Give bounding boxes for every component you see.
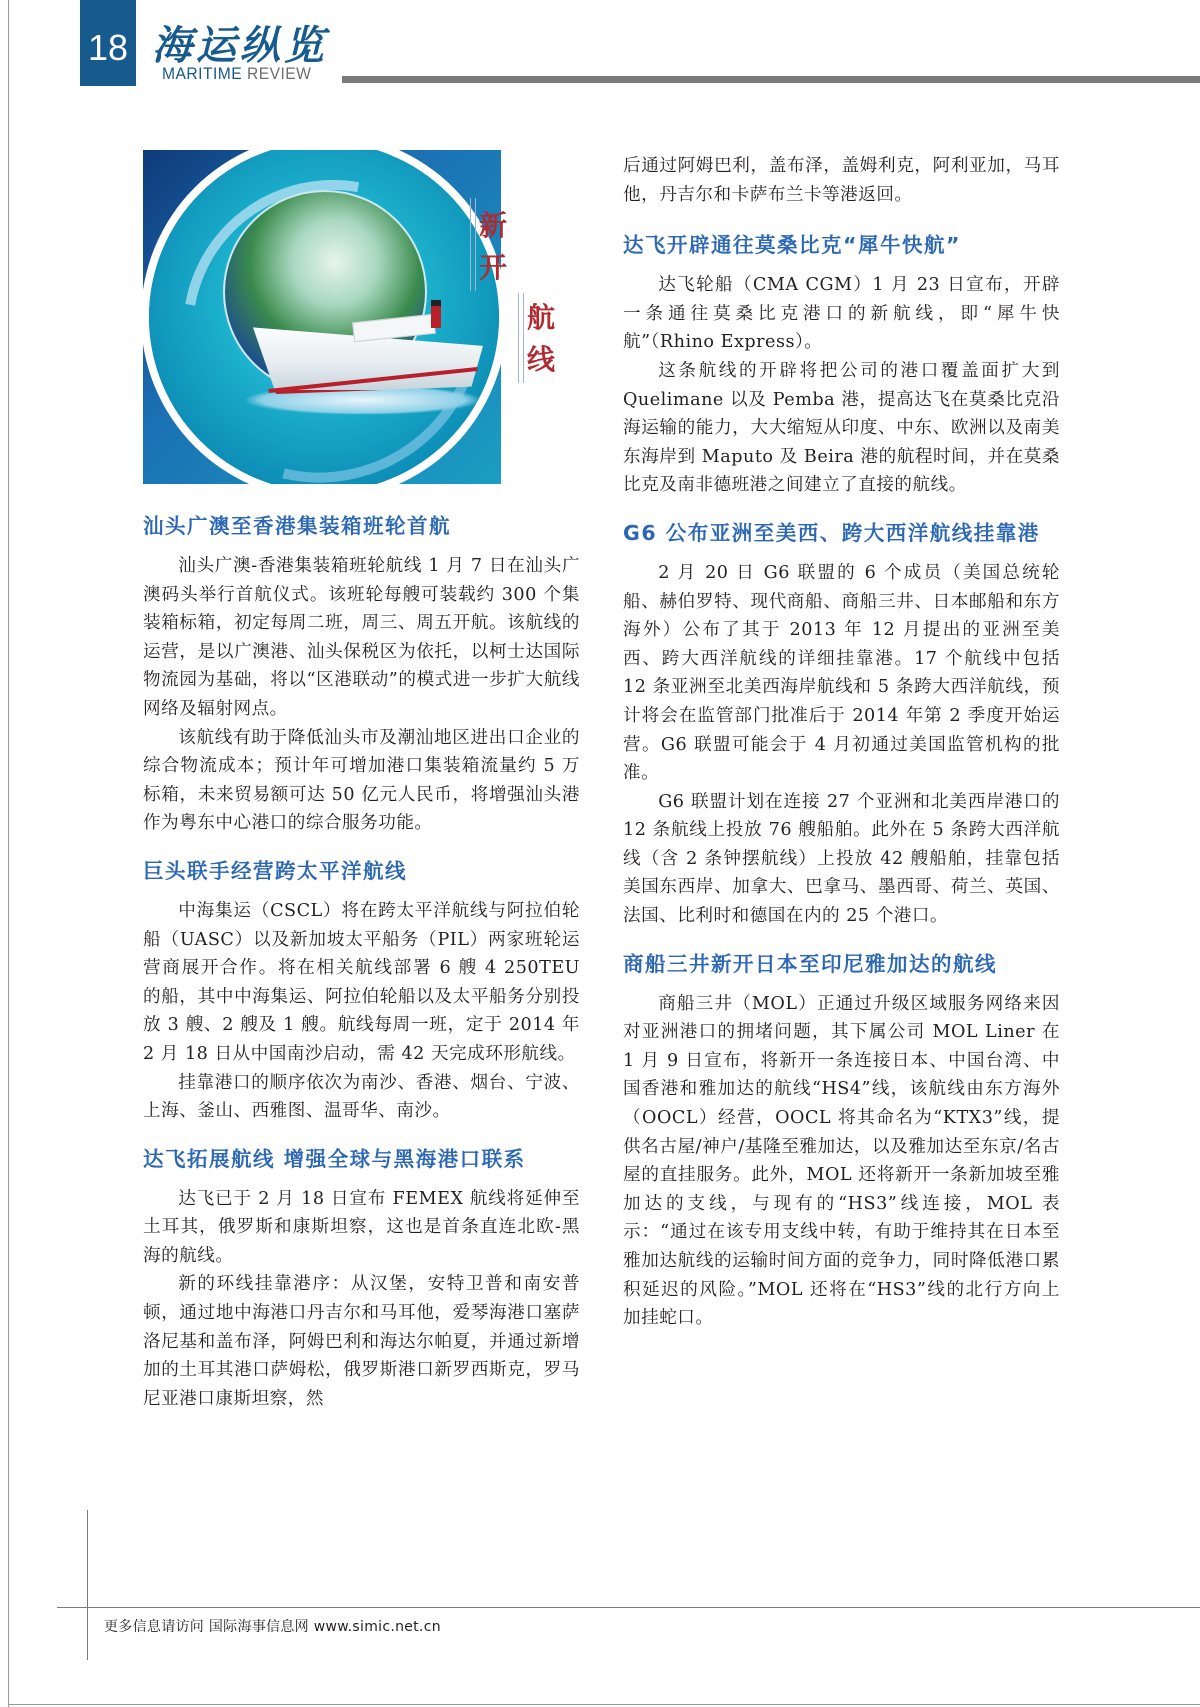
page-bottom-rule	[8, 1704, 1200, 1705]
article-paragraph: 达飞已于 2 月 18 日宣布 FEMEX 航线将延伸至土耳其，俄罗斯和康斯坦察，这也是首条直连北欧-黑海的航线。	[143, 1188, 580, 1266]
article-paragraph: 中海集运（CSCL）将在跨太平洋航线与阿拉伯轮船（UASC）以及新加坡太平船务（PIL）两家班轮运营商展开合作。将在相关航线部署 6 艘 4 250TEU 的船，其中中海集运、阿拉伯轮船以及太平船务分别投放 3 艘、2 艘及 1 艘。航线每周一班，定于 2014 年 2 月 18 日从中国南沙启动，需 42 天完成环形航线。	[143, 900, 580, 1064]
page-left-rule	[8, 0, 9, 1707]
article-paragraph: 商船三井（MOL）正通过升级区域服务网络来因对亚洲港口的拥堵问题，其下属公司 MOL Liner 在 1 月 9 日宣布，将新开一条连接日本、中国台湾、中国香港和雅加达的航线“HS4”线，该航线由东方海外（OOCL）经营，OOCL 将其命名为“KTX3”线，提供名古屋/神户/基隆至雅加达，以及雅加达至东京/名古屋的直挂服务。此外，MOL 还将新开一条新加坡至雅加达的支线，与现有的“HS3”线连接，MOL 表示：“通过在该专用支线中转，有助于维持其在日本至雅加达航线的运输时间方面的竞争力，同时降低港口累积延迟的风险。”MOL 还将在“HS3”线的北行方向上加挂蛇口。	[623, 993, 1060, 1329]
magazine-title-cn: 海运纵览	[152, 22, 328, 69]
magazine-title-en-maritime: MARITIME	[162, 64, 243, 83]
right-column	[623, 152, 1060, 1352]
magazine-title-en-review: REVIEW	[242, 64, 312, 83]
hero-image	[143, 150, 501, 484]
page-number: 18	[80, 0, 136, 86]
article-title: 汕头广澳至香港集装箱班轮首航	[143, 514, 451, 538]
caption-bar	[518, 293, 524, 383]
header-rule	[342, 76, 1200, 83]
article-continuation	[623, 152, 1060, 209]
article-title: 达飞开辟通往莫桑比克“犀牛快航”	[623, 233, 961, 258]
article-paragraph: 该航线有助于降低汕头市及潮汕地区进出口企业的综合物流成本；预计年可增加港口集装箱流量约 5 万标箱，未来贸易额可达 50 亿元人民币，将增强汕头港作为粤东中心港口的综合服务功能。	[143, 727, 580, 834]
article-title: 达飞拓展航线 增强全球与黑海港口联系	[143, 1146, 526, 1171]
article-paragraph: 后通过阿姆巴利，盖布泽，盖姆利克，阿利亚加，马耳他，丹吉尔和卡萨布兰卡等港返回。	[623, 156, 1060, 205]
article-mol	[623, 950, 1060, 1333]
article-paragraph: 挂靠港口的顺序依次为南沙、香港、烟台、宁波、上海、釜山、西雅图、温哥华、南沙。	[143, 1072, 580, 1122]
caption-bar	[470, 198, 476, 291]
article-paragraph: 汕头广澳-香港集装箱班轮航线 1 月 7 日在汕头广澳码头举行首航仪式。该班轮每艘可装载约 300 个集装箱标箱，初定每周二班，周三、周五开航。该航线的运营，是以广澳港、汕头保税区为依托，以柯士达国际物流园为基础，将以“区港联动”的模式进一步扩大航线网络及辐射网点。	[143, 556, 580, 719]
article-paragraph: 这条航线的开辟将把公司的港口覆盖面扩大到 Quelimane 以及 Pemba 港，提高达飞在莫桑比克沿海运输的能力，大大缩短从印度、中东、欧洲以及南美东海岸到 Maputo 及 Beira 港的航程时间，并在莫桑比克及南非德班港之间建立了直接的航线。	[623, 360, 1060, 496]
article-rhino-express	[623, 231, 1060, 500]
footer-rule	[57, 1607, 1200, 1608]
caption-char: 新	[479, 209, 508, 242]
footer-vertical-rule	[87, 1510, 88, 1660]
article-cma-blacksea	[143, 1145, 580, 1414]
article-g6	[623, 519, 1060, 931]
caption-char: 航	[527, 301, 556, 334]
caption-char: 开	[479, 251, 508, 284]
article-title: 商船三井新开日本至印尼雅加达的航线	[623, 951, 997, 976]
hero-caption	[470, 198, 590, 376]
article-shantou	[143, 512, 580, 838]
footer-website-link[interactable]: 更多信息请访问 国际海事信息网 www.simic.net.cn	[104, 1619, 441, 1635]
caption-char: 线	[527, 343, 556, 376]
article-paragraph: 新的环线挂靠港序：从汉堡，安特卫普和南安普顿，通过地中海港口丹吉尔和马耳他，爱琴海港口塞萨洛尼基和盖布泽，阿姆巴利和海达尔帕夏，并通过新增加的土耳其港口萨姆松，俄罗斯港口新罗西斯克，罗马尼亚港口康斯坦察，然	[143, 1274, 580, 1409]
magazine-title-en	[162, 64, 311, 84]
article-paragraph: 达飞轮船（CMA CGM）1 月 23 日宣布，开辟一条通往莫桑比克港口的新航线，即“犀牛快航”（Rhino Express）。	[623, 275, 1060, 353]
article-paragraph: 2 月 20 日 G6 联盟的 6 个成员（美国总统轮船、赫伯罗特、现代商船、商船三井、日本邮船和东方海外）公布了其于 2013 年 12 月提出的亚洲至美西、跨大西洋航线的详细挂靠港。17 个航线中包括 12 条亚洲至北美西海岸航线和 5 条跨大西洋航线，预计将会在监管部门批准后于 2014 年第 2 季度开始运营。G6 联盟可能会于 4 月初通过美国监管机构的批准。	[623, 562, 1060, 784]
article-transpacific	[143, 857, 580, 1126]
article-paragraph: G6 联盟计划在连接 27 个亚洲和北美西岸港口的 12 条航线上投放 76 艘船舶。此外在 5 条跨大西洋航线（含 2 条钟摆航线）上投放 42 艘船舶，挂靠包括美国东西岸、加拿大、巴拿马、墨西哥、荷兰、英国、法国、比利时和德国在内的 25 个港口。	[623, 791, 1060, 927]
article-title: G6 公布亚洲至美西、跨大西洋航线挂靠港	[623, 520, 1040, 545]
article-title: 巨头联手经营跨太平洋航线	[143, 858, 407, 883]
ship-funnel	[431, 300, 441, 328]
